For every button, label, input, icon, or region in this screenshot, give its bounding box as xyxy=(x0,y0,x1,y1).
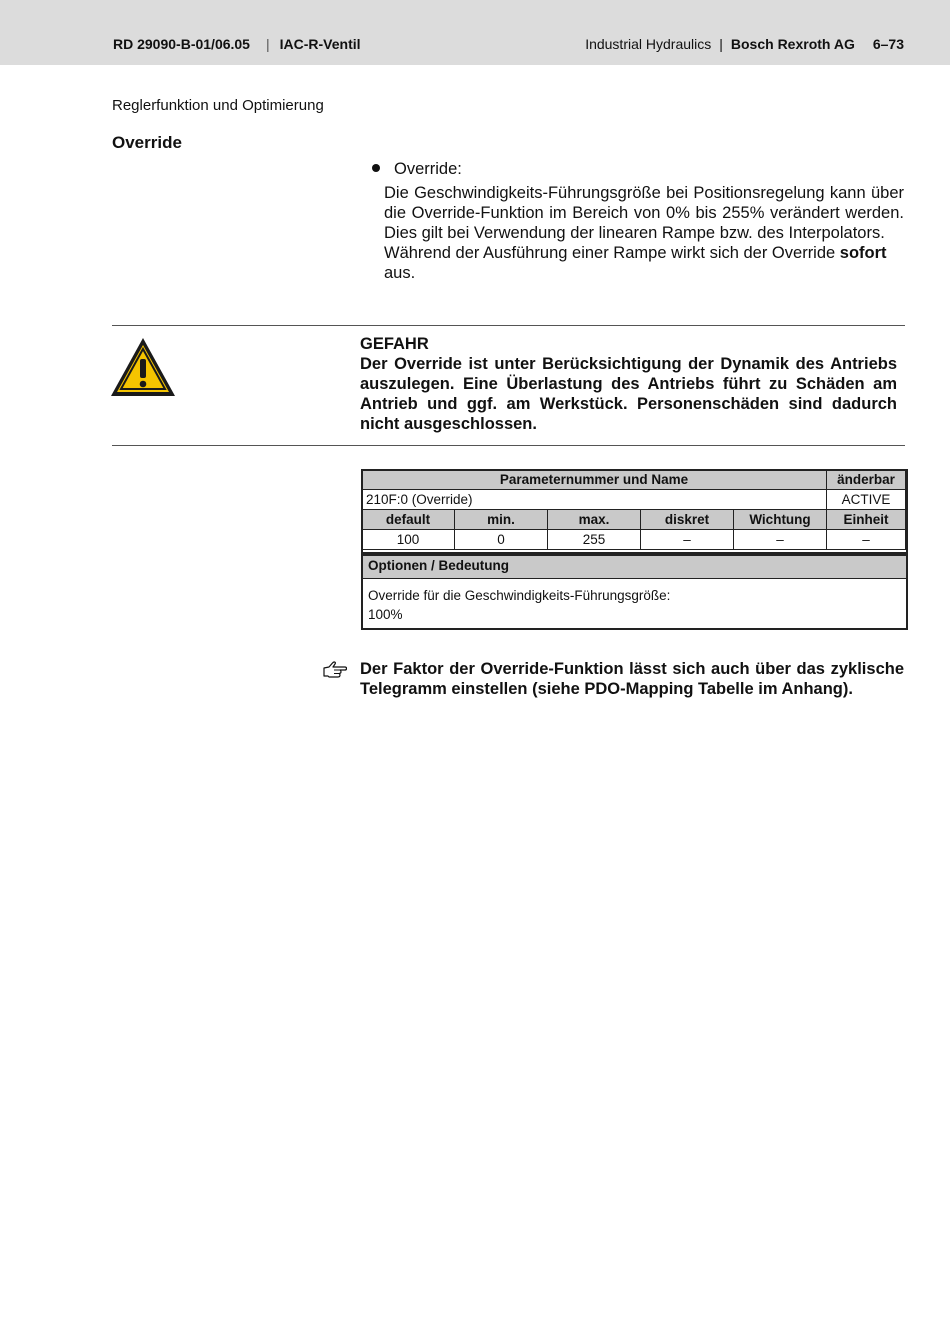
description-paragraph: Die Geschwindigkeits-Führungsgröße bei Positionsregelung kann über die Override-Funktion im Bereich von 0% bis 255% verändert werden. Dies gilt bei Verwendung der linearen Rampe bzw. des Interpolators. xyxy=(384,184,904,242)
column-header: default xyxy=(362,510,455,530)
table-cell: 0 xyxy=(455,530,548,550)
table-row xyxy=(362,470,906,490)
section-title: Reglerfunktion und Optimierung xyxy=(112,97,324,114)
param-changeable-cell: ACTIVE xyxy=(827,490,906,510)
column-header: Wichtung xyxy=(734,510,827,530)
description-paragraph-2 xyxy=(384,243,904,283)
column-header-name: Parameternummer und Name xyxy=(362,470,827,490)
danger-notice xyxy=(360,334,897,434)
header-left xyxy=(113,36,361,52)
column-header: max. xyxy=(548,510,641,530)
header-right xyxy=(585,36,904,52)
override-description xyxy=(384,159,904,283)
product-name: IAC-R-Ventil xyxy=(279,36,361,52)
paragraph-text: Während der Ausführung einer Rampe wirkt sich der Override xyxy=(384,244,840,262)
table-cell: – xyxy=(641,530,734,550)
division-name: Industrial Hydraulics xyxy=(585,36,712,52)
options-box xyxy=(361,554,908,630)
table-cell: – xyxy=(734,530,827,550)
divider-bottom xyxy=(112,445,905,446)
page-header xyxy=(0,0,950,65)
options-header: Optionen / Bedeutung xyxy=(363,556,906,579)
header-separator: | xyxy=(719,36,723,52)
header-separator: | xyxy=(265,36,270,52)
table-cell: 100 xyxy=(362,530,455,550)
column-header: diskret xyxy=(641,510,734,530)
doc-id: RD 29090-B-01/06.05 xyxy=(113,36,250,52)
table-row xyxy=(362,510,906,530)
emphasis-text: sofort xyxy=(839,244,887,262)
note-text: Der Faktor der Override-Funktion lässt sich auch über das zyklische Telegramm einstellen (siehe PDO-Mapping Tabelle im Anhang). xyxy=(360,660,904,698)
topic-title: Override xyxy=(112,133,182,152)
danger-title: GEFAHR xyxy=(360,335,429,353)
divider-top xyxy=(112,325,905,326)
table-cell: 255 xyxy=(548,530,641,550)
danger-text: Der Override ist unter Berücksichtigung der Dynamik des Antriebs auszulegen. Eine Überlastung des Antriebs führt zu Schäden am Antrieb und ggf. am Werkstück. Personenschäden sind dadurch nicht ausgeschlossen. xyxy=(360,355,897,433)
paragraph-text: aus. xyxy=(384,264,416,282)
parameter-table xyxy=(361,469,906,550)
param-name-cell: 210F:0 (Override) xyxy=(362,490,827,510)
table-row xyxy=(362,490,906,510)
column-header: Einheit xyxy=(827,510,906,530)
table-cell: – xyxy=(827,530,906,550)
bullet-icon xyxy=(372,164,380,172)
options-line: Override für die Geschwindigkeits-Führungsgröße: xyxy=(368,588,671,603)
page-number: 6–73 xyxy=(872,36,904,52)
pointing-hand-icon xyxy=(323,661,347,679)
bullet-item xyxy=(372,159,904,179)
column-header: min. xyxy=(455,510,548,530)
options-text xyxy=(363,579,906,624)
bullet-label: Override: xyxy=(394,160,462,178)
column-header-changeable: änderbar xyxy=(827,470,906,490)
warning-triangle-icon xyxy=(109,336,177,398)
company-name: Bosch Rexroth AG xyxy=(730,36,855,52)
options-line: 100% xyxy=(368,607,403,622)
table-row xyxy=(362,530,906,550)
